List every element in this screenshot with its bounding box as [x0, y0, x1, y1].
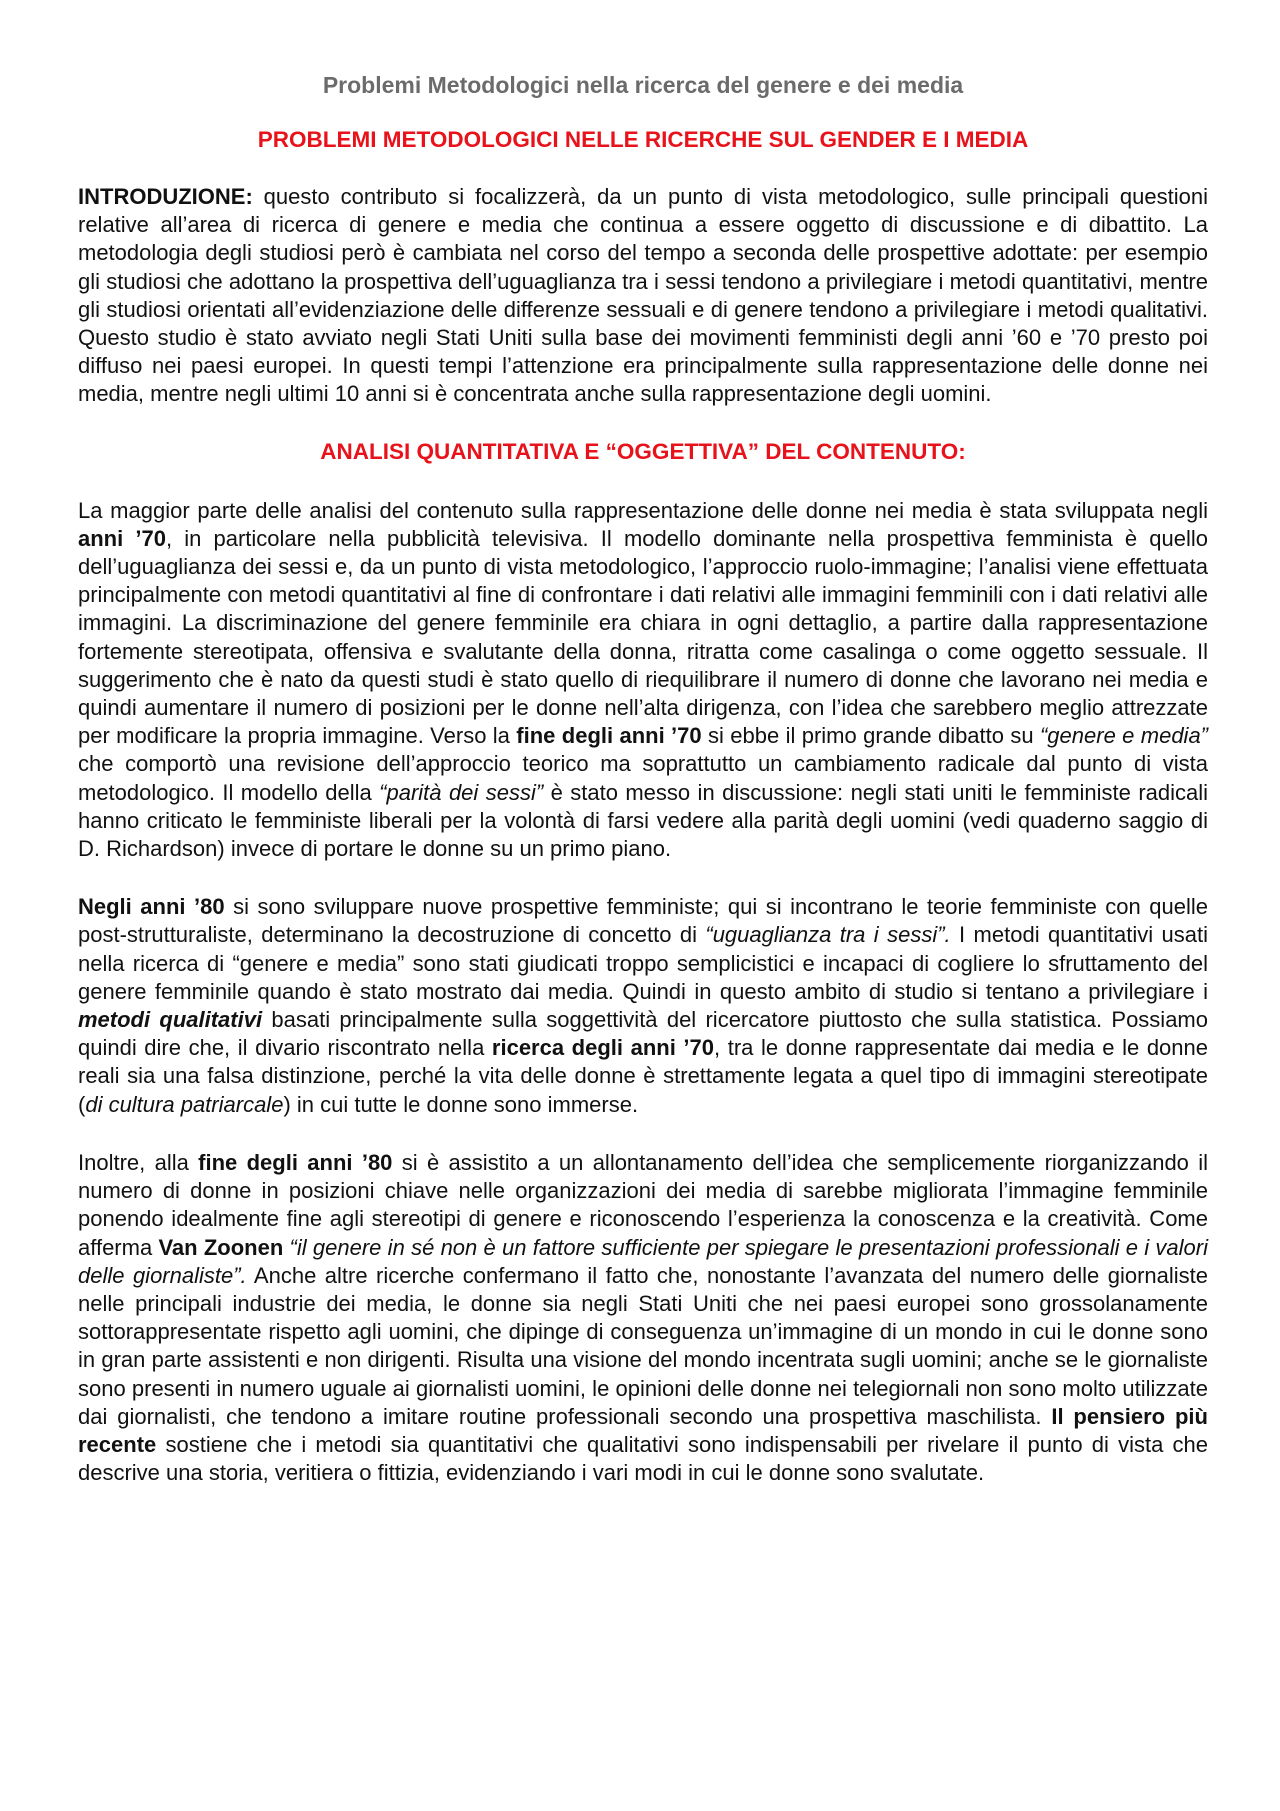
- bold-run: Van Zoonen: [158, 1234, 284, 1260]
- intro-text: questo contributo si focalizzerà, da un punto di vista metodologico, sulle principali questioni relative all’area di ricerca di genere e media che continua a essere oggetto di discussione e di dibattito. La metodologia degli studiosi però è cambiata nel corso del tempo a seconda delle prospettive adottate: per esempio gli studiosi che adottano la prospettiva dell’uguaglianza tra i sessi tendono a privilegiare i metodi quantitativi, mentre gli studiosi orientati all’evidenziazione delle differenze sessuali e di genere tendono a privilegiare i metodi qualitativi. Questo studio è stato avviato negli Stati Uniti sulla base dei movimenti femministi degli anni ’60 e ’70 presto poi diffuso nei paesi europei. In questi tempi l’attenzione era principalmente sulla rappresentazione delle donne nei media, mentre negli ultimi 10 anni si è concentrata anche sulla rappresentazione degli uomini.: [78, 184, 1208, 407]
- text-run: sostiene che i metodi sia quantitativi che qualitativi sono indispensabili per rivelare il punto di vista che descrive una storia, veritiera o fittizia, evidenziando i vari modi in cui le donne sono svalutate.: [78, 1431, 1208, 1486]
- text-run: si sono sviluppare nuove prospettive femministe; qui si incontrano le teorie femministe con quelle post-strutturaliste, determinano la decostruzione di concetto di: [78, 894, 1208, 948]
- intro-paragraph: [78, 183, 1208, 409]
- bold-run: fine degli anni ’70: [516, 723, 702, 749]
- italic-run: di cultura patriarcale: [85, 1091, 284, 1117]
- text-run: ) in cui tutte le donne sono immerse.: [283, 1091, 639, 1117]
- text-run: è stato messo in discussione: negli stati uniti le femministe radicali hanno criticato le femministe liberali per la volontà di farsi vedere alla parità degli uomini (vedi quaderno saggio di D. Richardson) invece di portare le donne su un primo piano.: [78, 779, 1209, 862]
- text-run: che comportò una revisione dell’approccio teorico ma soprattutto un cambiamento radicale dal punto di vista metodologico. Il modello della: [78, 751, 1208, 805]
- bold-run: ricerca degli anni ’70: [491, 1035, 715, 1061]
- paragraph-late-eighties: [78, 1149, 1208, 1487]
- intro-label: INTRODUZIONE:: [78, 184, 253, 209]
- text-run: , in particolare nella pubblicità televisiva. Il modello dominante nella prospettiva femminista è quello dell’uguaglianza dei sessi e, da un punto di vista metodologico, l’approccio ruolo-immagine; l’analisi viene effettuata principalmente con metodi quantitativi al fine di confrontare i dati relativi alle immagini femminili con i dati relativi alle immagini. La discriminazione del genere femminile era chiara in ogni dettaglio, a partire dalla rappresentazione fortemente stereotipata, offensiva e svalutante della donna, ritratta come casalinga o come oggetto sessuale. Il suggerimento che è nato da questi studi è stato quello di riequilibrare il numero di donne che lavorano nei media e quindi aumentare il numero di posizioni per le donne nell’alta dirigenza, con l’idea che sarebbero meglio attrezzate per modificare la propria immagine. Verso la: [78, 525, 1208, 749]
- bold-run: Il pensiero più recente: [78, 1403, 1208, 1457]
- italic-run: metodi qualitativi: [78, 1007, 263, 1033]
- italic-run: “uguaglianza tra i sessi”.: [705, 922, 951, 948]
- text-run: si è assistito a un allontanamento dell’idea che semplicemente riorganizzando il numero di donne in posizioni chiave nelle organizzazioni dei media di sarebbe migliorata l’immagine femminile ponendo idealmente fine agli stereotipi di genere e riconoscendo l’esperienza la conoscenza e la creatività. Come afferma: [78, 1149, 1209, 1260]
- italic-run: “parità dei sessi”: [379, 779, 544, 805]
- paragraph-quantitative-analysis: [78, 497, 1208, 864]
- text-run: , tra le donne rappresentate dai media e le donne reali sia una falsa distinzione, perché la vita delle donne è strettamente legata a quel tipo di immagini stereotipate (: [78, 1035, 1209, 1117]
- document-header: Problemi Metodologici nella ricerca del genere e dei media: [322, 72, 964, 98]
- bold-run: fine degli anni ’80: [198, 1149, 393, 1175]
- bold-italic-run: [78, 1007, 262, 1032]
- text-run: si ebbe il primo grande dibatto su: [701, 723, 1040, 749]
- text-run: Inoltre, alla: [78, 1149, 199, 1175]
- text-run: Anche altre ricerche confermano il fatto che, nonostante l’avanzata del numero delle giornaliste nelle principali industrie dei media, le donne sia negli Stati Uniti che nei paesi europei sono grossolanamente sottorappresentate rispetto agli uomini, che dipinge di conseguenza un’immagine di un mondo in cui le donne sono in gran parte assistenti e non dirigenti. Risulta una visione del mondo incentrata sugli uomini; anche se le giornaliste sono presenti in numero uguale ai giornalisti uomini, le opinioni delle donne nei telegiornali non sono molto utilizzate dai giornalisti, che tendono a imitare routine professionali secondo una prospettiva maschilista.: [78, 1262, 1208, 1429]
- bold-run: Negli anni ’80: [78, 894, 225, 920]
- paragraph-eighties: [78, 893, 1208, 1119]
- bold-run: anni ’70: [78, 525, 166, 551]
- document-page: [78, 72, 1208, 1487]
- italic-run: “genere e media”: [1039, 723, 1209, 749]
- section-title: ANALISI QUANTITATIVA E “OGGETTIVA” DEL CONTENUTO:: [320, 438, 966, 464]
- italic-run: “il genere in sé non è un fattore sufficiente per spiegare le presentazioni professionali e i valori delle giornaliste”.: [78, 1234, 1208, 1288]
- text-run: basati principalmente sulla soggettività del ricercatore piuttosto che sulla statistica. Possiamo quindi dire che, il divario riscontrato nella: [78, 1007, 1208, 1061]
- text-run: La maggior parte delle analisi del contenuto sulla rappresentazione delle donne nei media è stata sviluppata negli: [78, 497, 1208, 523]
- text-run: I metodi quantitativi usati nella ricerca di “genere e media” sono stati giudicati troppo semplicistici e incapaci di cogliere lo sfruttamento del genere femminile quando è stato mostrato dai media. Quindi in questo ambito di studio si tentano a privilegiare i: [78, 922, 1209, 1004]
- document-title: PROBLEMI METODOLOGICI NELLE RICERCHE SUL GENDER E I MEDIA: [257, 127, 1029, 152]
